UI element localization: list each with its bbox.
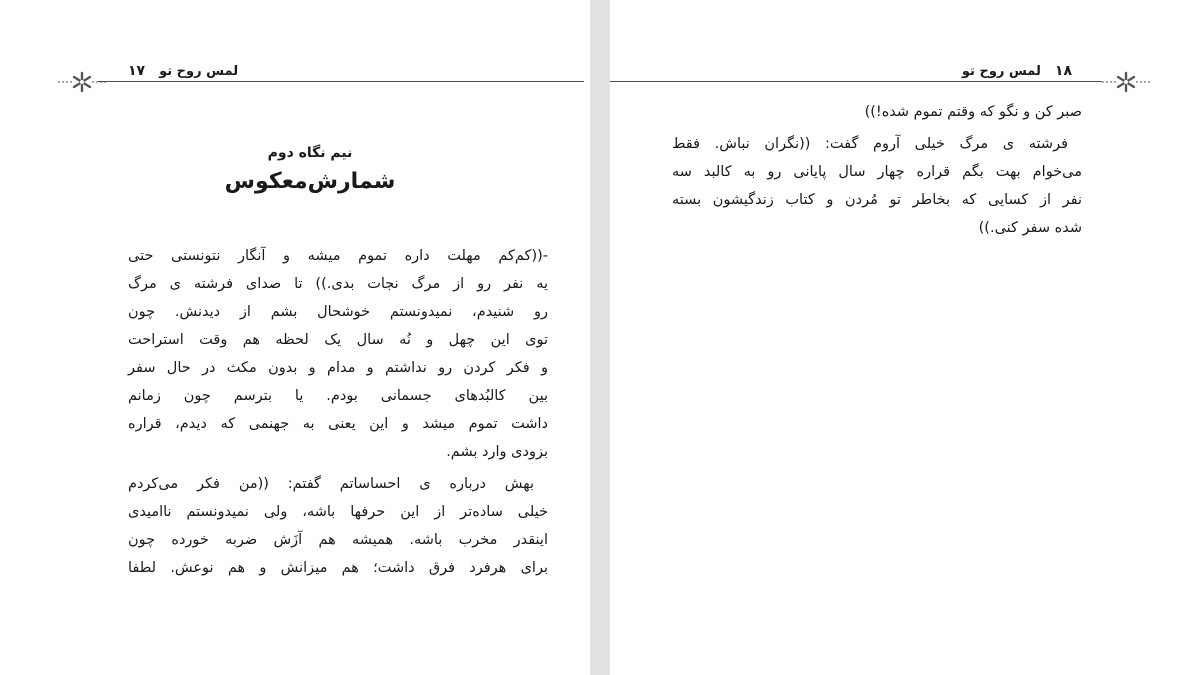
- paragraph: [128, 470, 548, 582]
- text-line: بزودی وارد بشم.: [446, 444, 548, 460]
- header-rule: [610, 81, 1102, 82]
- page-number: ۱۸: [1054, 63, 1072, 79]
- right-page: [610, 0, 1200, 675]
- running-head: [962, 61, 1072, 81]
- text-line: می‌خوام بهت بگم قراره چهار سال پایانی رو به کالبد سه: [672, 164, 1082, 180]
- asterisk-flourish-icon: [1102, 70, 1150, 94]
- running-title: لمس روح تو: [961, 63, 1041, 79]
- running-title: لمس روح تو: [159, 63, 239, 79]
- text-line: اینقدر مخرب باشه. همیشه هم آزَش ضربه خورده چون: [128, 532, 548, 548]
- page-number: ۱۷: [128, 63, 146, 79]
- paragraph: [672, 130, 1082, 242]
- text-line: خیلی ساده‌تر از این حرفها باشه، ولی نمیدونستم ناامیدی: [128, 504, 548, 520]
- text-line: بین کالبُدهای جسمانی بودم. یا بترسم چون زمانم: [128, 388, 548, 404]
- text-line: بهش درباره ی احساساتم گفتم: ((من فکر می‌کردم: [128, 476, 534, 492]
- text-line: -((کم‌کم مهلت داره تموم میشه و آنگار نتونستی حتی: [128, 248, 548, 264]
- chapter-heading: [150, 145, 470, 194]
- left-page: [0, 0, 590, 675]
- text-line: صبر کن و نگو که وقتم تموم شده!)): [864, 104, 1082, 120]
- chapter-subtitle: نیم نگاه دوم: [267, 145, 353, 161]
- text-line: رو شنیدم، نمیدونستم خوشحال بشم از دیدنش. چون: [128, 304, 548, 320]
- text-line: یه نفر رو از مرگ نجات بدی.)) تا صدای فرشته ی مرگ: [128, 276, 548, 292]
- body-text: [128, 242, 548, 586]
- text-line: توی این چهل و نُه سال یک لحظه هم وقت استراحت: [128, 332, 548, 348]
- paragraph: [672, 98, 1082, 126]
- running-head: [128, 61, 238, 81]
- header-rule: [98, 81, 584, 82]
- paragraph: [128, 242, 548, 466]
- text-line: داشت تموم میشد و این یعنی به جهنمی که دیدم، قراره: [128, 416, 548, 432]
- text-line: و فکر کردن رو نداشتم و مدام و بدون مکث در حال سفر: [128, 360, 548, 376]
- text-line: شده سفر کنی.)): [978, 220, 1082, 236]
- asterisk-flourish-icon: [58, 70, 106, 94]
- body-text: [672, 98, 1082, 246]
- chapter-title: شمارش‌معکوس: [224, 169, 396, 194]
- text-line: برای هرفرد فرق داشت؛ هم میزانش و هم نوعش. لطفا: [128, 560, 548, 576]
- text-line: فرشته ی مرگ خیلی آروم گفت: ((نگران نباش. فقط: [672, 136, 1068, 152]
- text-line: نفر از کسایی که بخاطر تو مُردن و کتاب زندگیشون بسته: [672, 192, 1082, 208]
